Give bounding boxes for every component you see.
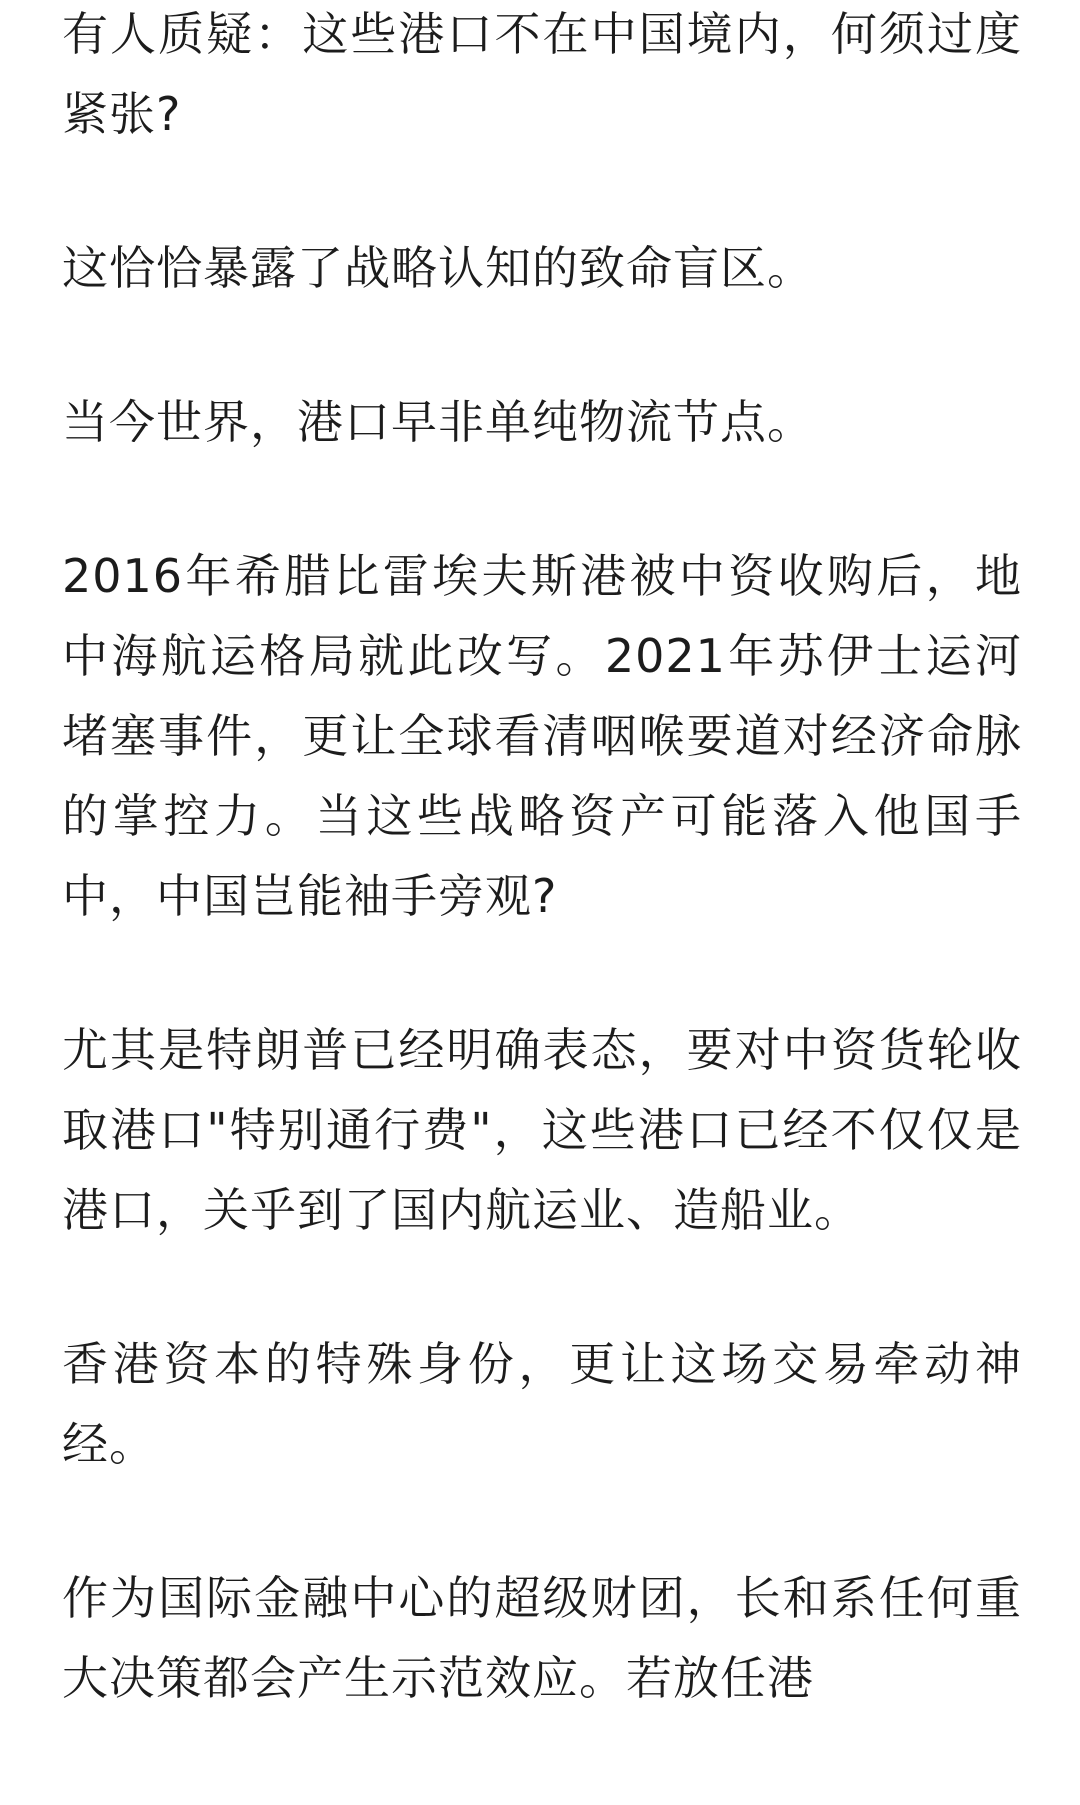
paragraph-4: 2016年希腊比雷埃夫斯港被中资收购后，地中海航运格局就此改写。2021年苏伊士运河堵塞事件，更让全球看清咽喉要道对经济命脉的掌控力。当这些战略资产可能落入他国手中，中国岂能袖手旁观? <box>62 549 1022 923</box>
paragraph-3: 当今世界，港口早非单纯物流节点。 <box>62 395 814 449</box>
paragraph-7: 作为国际金融中心的超级财团，长和系任何重大决策都会产生示范效应。若放任港 <box>62 1571 1022 1705</box>
paragraph-1: 有人质疑：这些港口不在中国境内，何须过度紧张? <box>62 7 1022 141</box>
paragraph-6: 香港资本的特殊身份，更让这场交易牵动神经。 <box>62 1337 1022 1471</box>
article-body <box>62 0 1022 1792</box>
paragraph-5: 尤其是特朗普已经明确表态，要对中资货轮收取港口"特别通行费"，这些港口已经不仅仅是港口，关乎到了国内航运业、造船业。 <box>62 1023 1022 1237</box>
paragraph-2: 这恰恰暴露了战略认知的致命盲区。 <box>62 241 814 295</box>
